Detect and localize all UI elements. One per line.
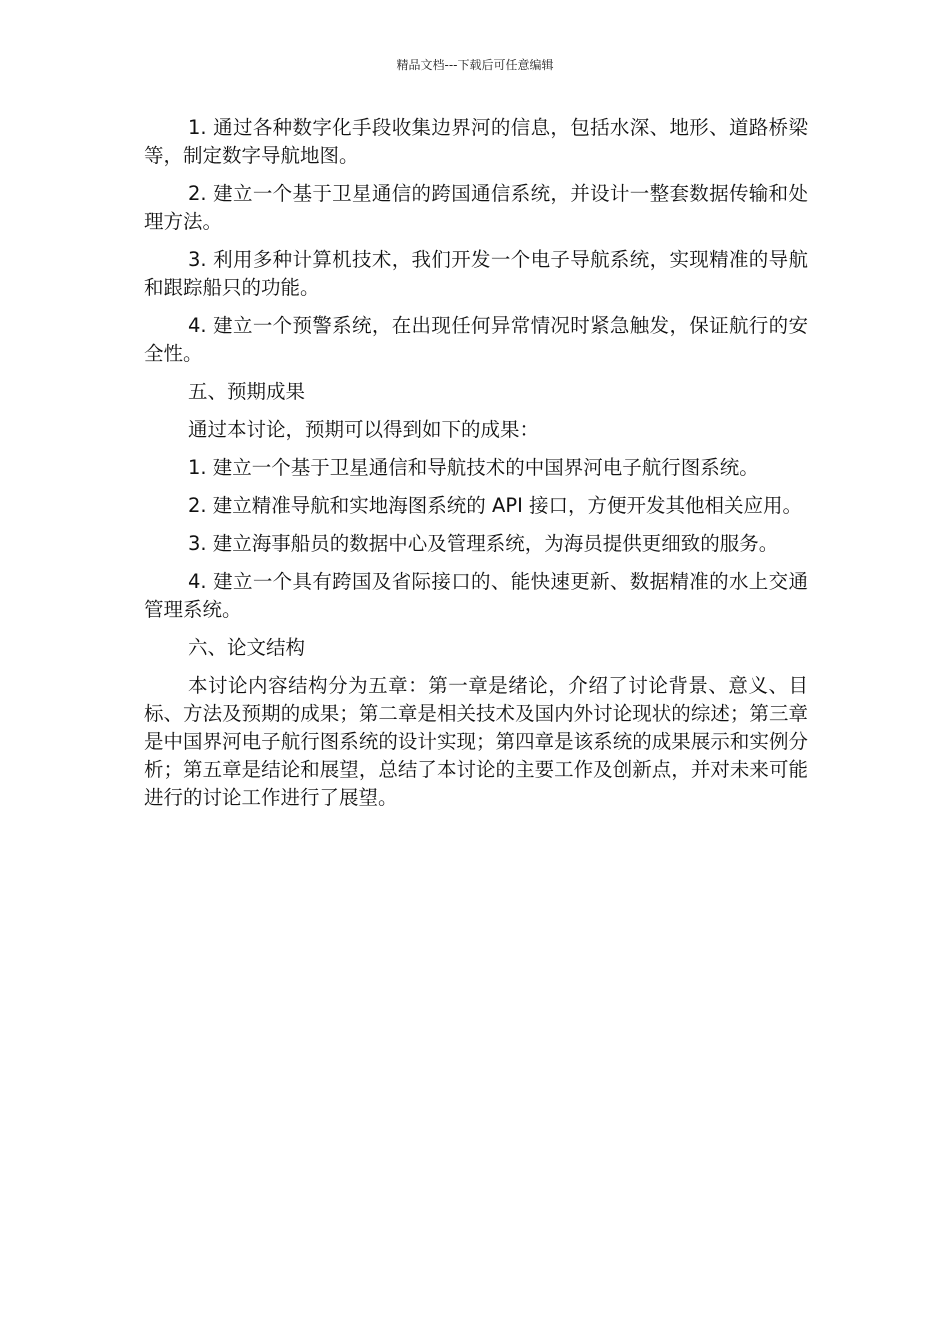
- paragraph: 2. 建立精准导航和实地海图系统的 API 接口，方便开发其他相关应用。: [188, 494, 803, 517]
- paragraph: 通过本讨论，预期可以得到如下的成果：: [188, 418, 540, 441]
- document-body: [144, 114, 808, 822]
- paragraph: 4. 建立一个具有跨国及省际接口的、能快速更新、数据精准的水上交通管理系统。: [144, 570, 808, 621]
- paragraph: 本讨论内容结构分为五章：第一章是绪论，介绍了讨论背景、意义、目标、方法及预期的成果；第二章是相关技术及国内外讨论现状的综述；第三章是中国界河电子航行图系统的设计实现；第四章是该系统的成果展示和实例分析；第五章是结论和展望，总结了本讨论的主要工作及创新点，并对未来可能进行的讨论工作进行了展望。: [144, 674, 808, 809]
- paragraph: 4. 建立一个预警系统，在出现任何异常情况时紧急触发，保证航行的安全性。: [144, 314, 808, 365]
- section-heading: 五、预期成果: [188, 380, 306, 403]
- page-header: 精品文档---下载后可任意编辑: [396, 58, 554, 72]
- section-heading: 六、论文结构: [188, 636, 306, 659]
- paragraph: 3. 利用多种计算机技术，我们开发一个电子导航系统，实现精准的导航和跟踪船只的功能。: [144, 248, 808, 299]
- paragraph: 2. 建立一个基于卫星通信的跨国通信系统，并设计一整套数据传输和处理方法。: [144, 182, 808, 233]
- paragraph: 3. 建立海事船员的数据中心及管理系统，为海员提供更细致的服务。: [188, 532, 779, 555]
- paragraph: 1. 通过各种数字化手段收集边界河的信息，包括水深、地形、道路桥梁等，制定数字导航地图。: [144, 116, 808, 167]
- paragraph: 1. 建立一个基于卫星通信和导航技术的中国界河电子航行图系统。: [188, 456, 759, 479]
